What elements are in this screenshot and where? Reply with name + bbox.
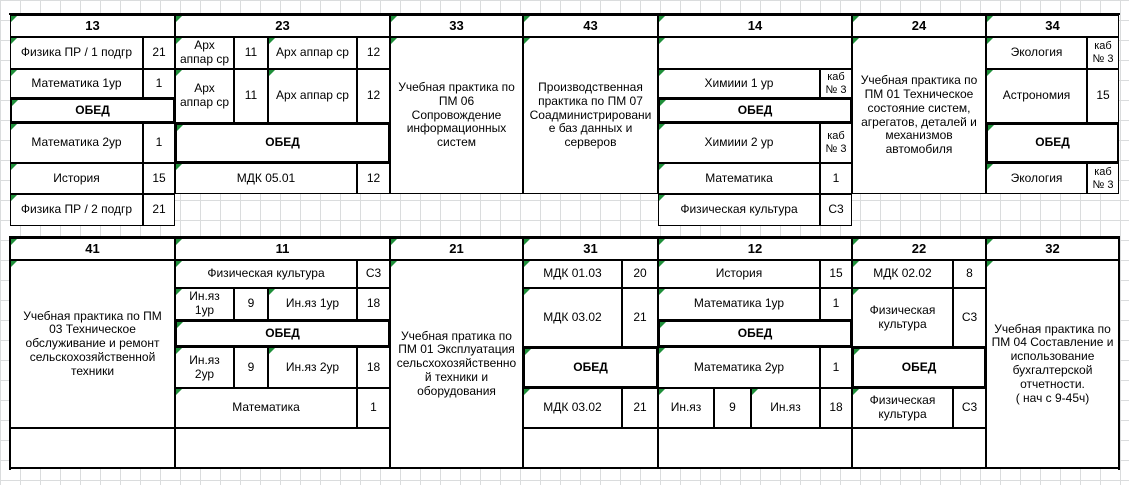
group-header-43[interactable]: 43 bbox=[523, 14, 658, 37]
lunch-cell[interactable]: ОБЕД bbox=[852, 347, 986, 388]
cell-room[interactable]: 1 bbox=[143, 69, 175, 98]
cell-room[interactable]: 15 bbox=[1087, 69, 1119, 123]
cell-room[interactable]: 1 bbox=[357, 388, 390, 428]
cell-subject[interactable]: Экология bbox=[986, 37, 1087, 69]
group-header-33[interactable]: 33 bbox=[390, 14, 523, 37]
cell-room[interactable]: С3 bbox=[953, 288, 986, 347]
cell-room[interactable]: 21 bbox=[143, 194, 175, 226]
cell-room[interactable]: каб № 3 bbox=[820, 123, 852, 163]
top-block-top-border bbox=[9, 13, 1120, 15]
cell-subject[interactable]: Ин.яз 2ур bbox=[175, 347, 234, 388]
cell-subject[interactable]: Физическая культура bbox=[175, 260, 357, 288]
cell-subject[interactable]: МДК 02.02 bbox=[852, 260, 953, 288]
cell-subject[interactable]: Ин.яз bbox=[658, 388, 714, 428]
cell-subject[interactable]: Физика ПР / 1 подгр bbox=[10, 37, 143, 69]
cell-subject[interactable]: Экология bbox=[986, 163, 1087, 194]
lunch-cell[interactable]: ОБЕД bbox=[658, 98, 852, 123]
empty-cell[interactable] bbox=[852, 428, 986, 469]
cell-room[interactable]: каб № 3 bbox=[1087, 163, 1119, 194]
cell-room[interactable]: 12 bbox=[357, 37, 390, 69]
practice-cell-24[interactable]: Учебная практика по ПМ 01 Техническое состояние систем, агрегатов, деталей и механизмов автомобиля bbox=[852, 37, 986, 194]
cell-subject[interactable]: МДК 05.01 bbox=[175, 163, 357, 194]
cell-room[interactable]: 11 bbox=[234, 69, 268, 123]
cell-room[interactable]: С3 bbox=[953, 388, 986, 428]
cell-subject[interactable]: Ин.яз 1ур bbox=[175, 288, 234, 320]
cell-room[interactable]: 15 bbox=[143, 163, 175, 194]
cell-subject[interactable]: Астрономия bbox=[986, 69, 1087, 123]
cell-subject[interactable]: Математика 2ур bbox=[658, 347, 820, 388]
empty-cell[interactable] bbox=[658, 37, 852, 69]
group-header-14[interactable]: 14 bbox=[658, 14, 852, 37]
cell-room[interactable]: С3 bbox=[820, 194, 852, 226]
cell-room[interactable]: 20 bbox=[622, 260, 658, 288]
practice-cell-41[interactable]: Учебная практика по ПМ 03 Техническое обслуживание и ремонт сельскохозяйственной техники bbox=[10, 260, 175, 428]
practice-text: Учебная практика по ПМ 04 Составление и использование бухгалтерской отчетности. bbox=[991, 321, 1114, 391]
cell-room[interactable]: С3 bbox=[357, 260, 390, 288]
group-header-34[interactable]: 34 bbox=[986, 14, 1119, 37]
cell-subject[interactable]: История bbox=[658, 260, 820, 288]
bottom-block-top-border bbox=[9, 236, 1120, 238]
cell-subject[interactable]: Математика 2ур bbox=[10, 123, 143, 163]
cell-subject[interactable]: Ин.яз 2ур bbox=[268, 347, 357, 388]
cell-subject[interactable]: Ин.яз 1ур bbox=[268, 288, 357, 320]
bottom-block-left-border bbox=[9, 236, 11, 470]
cell-subject[interactable]: Арх аппар ср bbox=[268, 69, 357, 123]
cell-room[interactable]: 1 bbox=[820, 347, 852, 388]
cell-subject[interactable]: История bbox=[10, 163, 143, 194]
cell-subject[interactable]: МДК 01.03 bbox=[523, 260, 622, 288]
empty-cell[interactable] bbox=[175, 428, 390, 469]
group-header-12[interactable]: 12 bbox=[658, 237, 852, 260]
cell-subject[interactable]: Ин.яз bbox=[751, 388, 820, 428]
cell-subject[interactable]: Химиии 1 ур bbox=[658, 69, 820, 98]
cell-room[interactable]: 11 bbox=[234, 37, 268, 69]
cell-subject[interactable]: Физика ПР / 2 подгр bbox=[10, 194, 143, 226]
cell-room[interactable]: 18 bbox=[820, 388, 852, 428]
bottom-block-right-border bbox=[1118, 236, 1120, 470]
cell-subject[interactable]: Физическая культура bbox=[852, 388, 953, 428]
group-header-31[interactable]: 31 bbox=[523, 237, 658, 260]
cell-room[interactable]: 1 bbox=[820, 288, 852, 320]
practice-cell-33[interactable]: Учебная практика по ПМ 06 Сопровождение информационных систем bbox=[390, 37, 523, 194]
practice-cell-21[interactable]: Учебная пратика по ПМ 01 Эксплуатация сельсхохозяйственно й техники и оборудования bbox=[390, 260, 523, 469]
group-header-21[interactable]: 21 bbox=[390, 237, 523, 260]
group-header-22[interactable]: 22 bbox=[852, 237, 986, 260]
cell-room[interactable]: 12 bbox=[357, 69, 390, 123]
cell-subject[interactable]: Физическая культура bbox=[852, 288, 953, 347]
cell-subject[interactable]: Математика 1ур bbox=[10, 69, 143, 98]
group-header-11[interactable]: 11 bbox=[175, 237, 390, 260]
cell-room[interactable]: каб № 3 bbox=[1087, 37, 1119, 69]
cell-room[interactable]: 9 bbox=[234, 288, 268, 320]
lunch-cell[interactable]: ОБЕД bbox=[175, 320, 390, 347]
cell-room[interactable]: 15 bbox=[820, 260, 852, 288]
empty-cell[interactable] bbox=[523, 428, 658, 469]
cell-subject[interactable]: Математика bbox=[175, 388, 357, 428]
cell-room[interactable]: каб № 3 bbox=[820, 69, 852, 98]
lunch-cell[interactable]: ОБЕД bbox=[10, 98, 175, 123]
cell-subject[interactable]: Арх аппар ср bbox=[268, 37, 357, 69]
lunch-cell[interactable]: ОБЕД bbox=[523, 347, 658, 388]
cell-room[interactable]: 1 bbox=[820, 163, 852, 194]
cell-room[interactable]: 9 bbox=[234, 347, 268, 388]
lunch-cell[interactable]: ОБЕД bbox=[658, 320, 852, 347]
start-time-note: ( нач с 9-45ч) bbox=[1015, 390, 1090, 405]
group-header-23[interactable]: 23 bbox=[175, 14, 390, 37]
group-header-13[interactable]: 13 bbox=[10, 14, 175, 37]
practice-cell-32[interactable] bbox=[986, 260, 1119, 469]
cell-subject[interactable]: МДК 03.02 bbox=[523, 288, 622, 347]
cell-subject[interactable]: Арх аппар ср bbox=[175, 37, 234, 69]
empty-cell[interactable] bbox=[658, 428, 852, 469]
cell-room[interactable]: 21 bbox=[622, 388, 658, 428]
lunch-cell[interactable]: ОБЕД bbox=[175, 123, 390, 163]
cell-subject[interactable]: МДК 03.02 bbox=[523, 388, 622, 428]
cell-subject[interactable]: Физическая культура bbox=[658, 194, 820, 226]
cell-subject[interactable]: Арх аппар ср bbox=[175, 69, 234, 123]
cell-room[interactable]: 18 bbox=[357, 288, 390, 320]
cell-room[interactable]: 21 bbox=[622, 288, 658, 347]
cell-room[interactable]: 18 bbox=[357, 347, 390, 388]
practice-cell-43[interactable]: Производственная практика по ПМ 07 Соадминистрировани е баз данных и серверов bbox=[523, 37, 658, 194]
cell-subject[interactable]: Математика 1ур bbox=[658, 288, 820, 320]
cell-room[interactable]: 21 bbox=[143, 37, 175, 69]
group-header-32[interactable]: 32 bbox=[986, 237, 1119, 260]
lunch-cell[interactable]: ОБЕД bbox=[986, 123, 1119, 163]
group-header-41[interactable]: 41 bbox=[10, 237, 175, 260]
cell-room[interactable]: 1 bbox=[143, 123, 175, 163]
cell-room[interactable]: 12 bbox=[357, 163, 390, 194]
cell-room[interactable]: 9 bbox=[714, 388, 751, 428]
cell-subject[interactable]: Математика bbox=[658, 163, 820, 194]
group-header-24[interactable]: 24 bbox=[852, 14, 986, 37]
cell-room[interactable]: 8 bbox=[953, 260, 986, 288]
empty-cell[interactable] bbox=[10, 428, 175, 469]
cell-subject[interactable]: Химиии 2 ур bbox=[658, 123, 820, 163]
